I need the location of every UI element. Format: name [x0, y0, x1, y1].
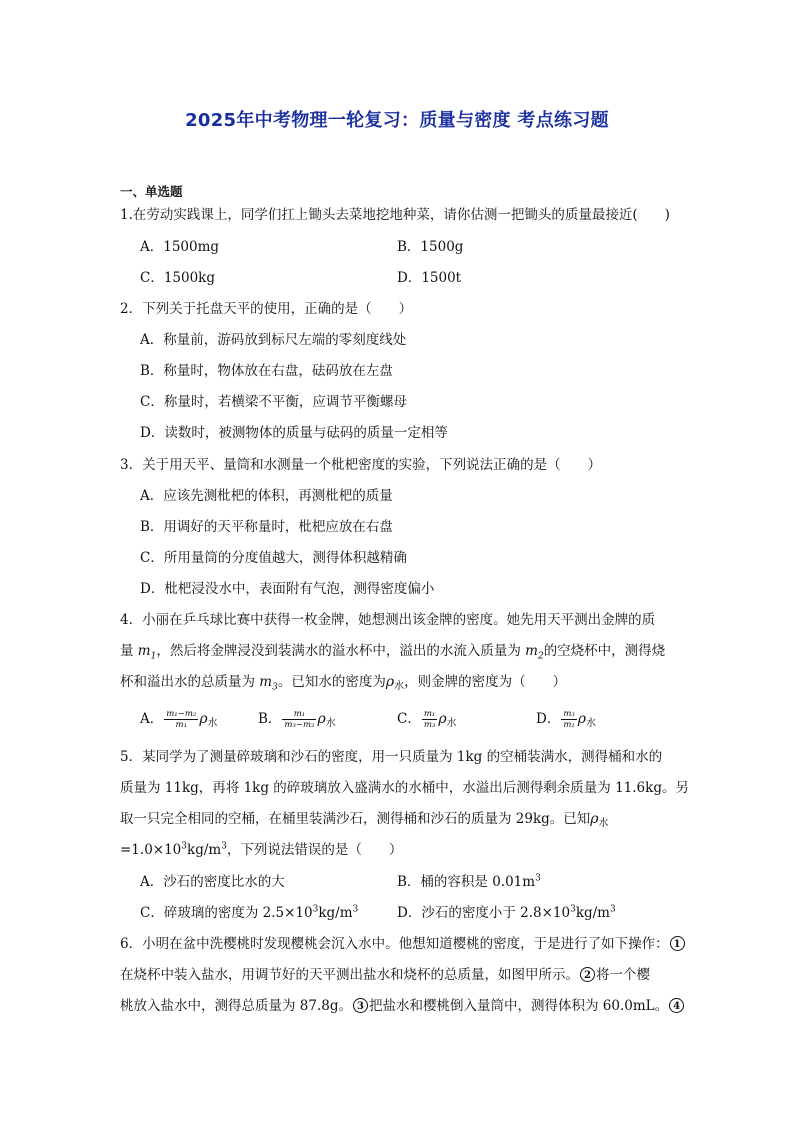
q4-option-d: D． $\frac{\text{m₃}}{\text{m₁}}$ $\rho_水$ [536, 709, 597, 730]
q5-option-b: B．桶的容积是 $0.01m^3$ [397, 873, 541, 890]
question-5-line-4: $=1.0\times 10^3kg/m^3$，下列说法错误的是（ ） [120, 841, 403, 858]
q4-option-a: A． $\frac{\text{m₁−m₂}}{\text{m₁}}$ $\rho_水$ [140, 709, 218, 730]
q4-option-b: B． $\frac{\text{m₁}}{\text{m₃−m₂}}$ $\rho_水$ [258, 709, 336, 730]
q5-option-c: C．碎玻璃的密度为 $2.5\times 10^3kg/m^3$ [140, 904, 359, 921]
section-heading: 一、单选题 [120, 184, 183, 199]
question-6-line-1: 6．小明在盆中洗樱桃时发现樱桃会沉入水中。他想知道樱桃的密度，于是进行了如下操作： 1 [120, 934, 686, 954]
question-3-stem: 3．关于用天平、量筒和水测量一个枇杷密度的实验，下列说法正确的是（ ） [120, 457, 602, 473]
question-4-line-2: 量 $m_1$，然后将金牌浸没到装满水的溢水杯中，溢出的水流入质量为 $m_2$的空烧杯中，测得烧 [120, 643, 666, 662]
question-6-line-2: 在烧杯中装入盐水，用调节好的天平测出盐水和烧杯的总质量，如图甲所示。 2 将一个樱 [120, 967, 650, 983]
question-5-line-2: 质量为 11kg，再将 1kg 的碎玻璃放入盛满水的水桶中，水溢出后测得剩余质量为 11.6kg。另 [120, 780, 689, 796]
circled-number-3: 3 [353, 998, 368, 1013]
question-1-stem: 1.在劳动实践课上，同学们扛上锄头去菜地挖地种菜，请你估测一把锄头的质量最接近( ) [120, 207, 670, 223]
q3-option-b: B．用调好的天平称量时，枇杷应放在右盘 [140, 519, 393, 535]
circled-number-4: 4 [669, 998, 684, 1013]
q4-option-c: C． $\frac{\text{m₁}}{\text{m₃}}$ $\rho_水$ [397, 709, 457, 730]
q1-option-c: C．1500kg [140, 270, 216, 286]
circled-number-1: 1 [670, 936, 685, 951]
q1-option-a: A．1500mg [140, 239, 220, 255]
q2-option-b: B．称量时，物体放在右盘，砝码放在左盘 [140, 363, 393, 379]
question-4-line-3: 杯和溢出水的总质量为 $m_3$。已知水的密度为$\rho_水$，则金牌的密度为（ ） [120, 674, 567, 693]
q3-option-d: D．枇杷浸没水中，表面附有气泡，测得密度偏小 [140, 581, 435, 597]
q2-option-c: C．称量时，若横梁不平衡，应调节平衡螺母 [140, 394, 407, 410]
q5-option-a: A．沙石的密度比水的大 [140, 874, 285, 890]
q2-option-d: D．读数时，被测物体的质量与砝码的质量一定相等 [140, 425, 448, 441]
question-2-stem: 2．下列关于托盘天平的使用，正确的是（ ） [120, 301, 413, 317]
page-title: 2025年中考物理一轮复习：质量与密度 考点练习题 [185, 110, 609, 131]
question-6-line-3: 桃放入盐水中，测得总质量为 87.8g。 3 把盐水和樱桃倒入量筒中，测得体积为 60.0mL。 4 [120, 996, 685, 1016]
q2-option-a: A．称量前，游码放到标尺左端的零刻度线处 [140, 332, 407, 348]
q5-option-d: D．沙石的密度小于 $2.8\times 10^3kg/m^3$ [397, 904, 616, 921]
question-5-line-1: 5．某同学为了测量碎玻璃和沙石的密度，用一只质量为 1kg 的空桶装满水，测得桶和水的 [120, 749, 663, 765]
circled-number-2: 2 [580, 967, 595, 982]
q1-option-b: B．1500g [397, 239, 464, 255]
question-4-line-1: 4．小丽在乒乓球比赛中获得一枚金牌，她想测出该金牌的密度。她先用天平测出金牌的质 [120, 612, 656, 628]
question-5-line-3: 取一只完全相同的空桶，在桶里装满沙石，测得桶和沙石的质量为 29kg。已知$\rho_水$ [120, 811, 609, 829]
q3-option-a: A．应该先测枇杷的体积，再测枇杷的质量 [140, 488, 393, 504]
q3-option-c: C．所用量筒的分度值越大，测得体积越精确 [140, 550, 407, 566]
q1-option-d: D．1500t [397, 270, 462, 286]
